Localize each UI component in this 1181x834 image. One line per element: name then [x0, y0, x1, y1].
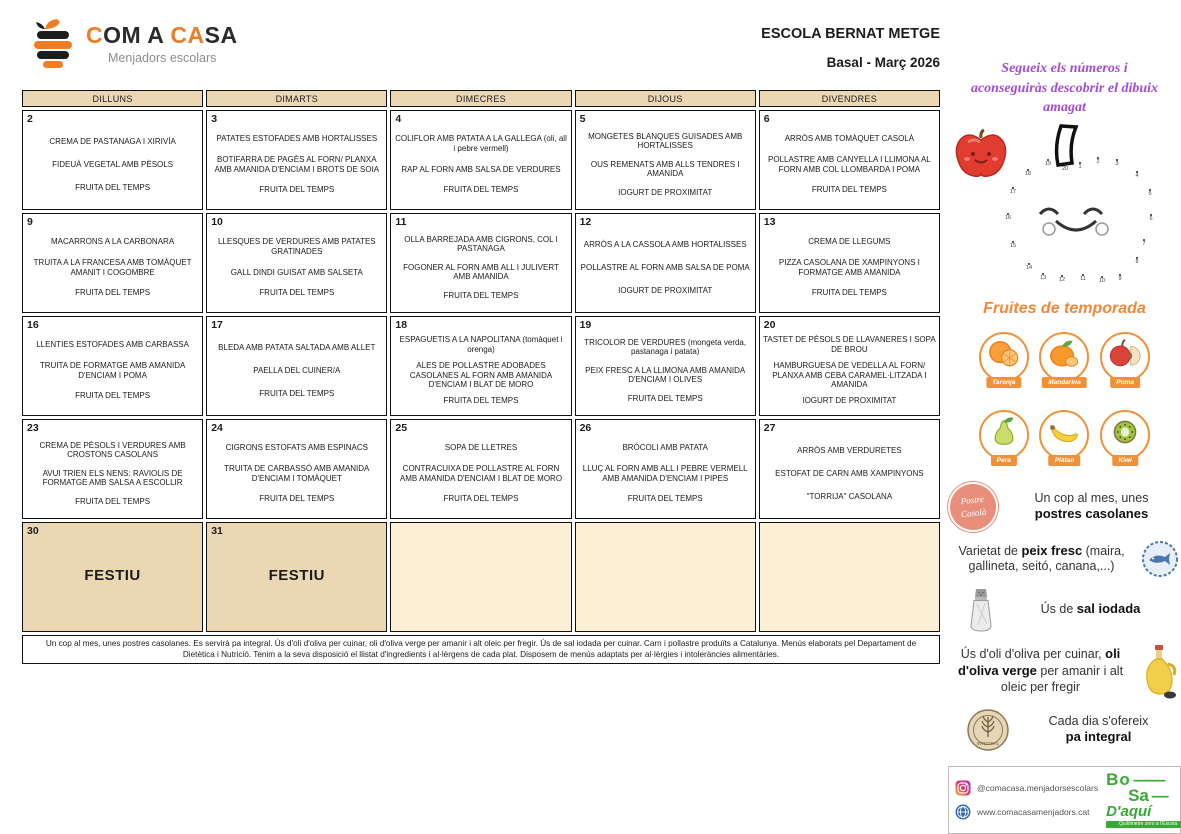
menu-item: IOGURT DE PROXIMITAT [618, 285, 713, 295]
menu-day-cell [206, 419, 387, 519]
day-number: 10 [211, 216, 223, 228]
day-header-row [22, 90, 940, 107]
sidebar [948, 55, 1181, 834]
fruit-item-pera [979, 410, 1029, 464]
menu-item: OLLA BARREJADA AMB CIGRONS, COL I PASTANAGA [404, 234, 558, 254]
menu-item: CIGRONS ESTOFATS AMB ESPINACS [225, 443, 368, 453]
menu-item: PAELLA DEL CUINER/A [253, 365, 341, 375]
note-text-bold: peix fresc [1021, 542, 1083, 558]
note-text: per amanir i alt oleic per fregir [1000, 663, 1124, 694]
menu-item: FRUITA DEL TEMPS [75, 288, 151, 298]
orange-icon [987, 337, 1021, 376]
menu-item: COLIFLOR AMB PATATA A LA GALLEGA (oli, all i pebre vermell) [395, 134, 567, 153]
menu-items [394, 123, 567, 206]
menu-item: ARRÒS AMB VERDURETES [797, 445, 902, 455]
dot-marker-6: 6 [1145, 214, 1157, 223]
menu-item: FRUITA DEL TEMPS [443, 290, 519, 300]
header-logo [30, 16, 238, 70]
menu-week-row [22, 213, 940, 313]
note-text-bold: oli d'oliva verge [957, 646, 1121, 678]
school-name: ESCOLA BERNAT METGE [761, 26, 940, 42]
menu-item: FRUITA DEL TEMPS [811, 288, 887, 298]
menu-items [394, 226, 567, 309]
menu-items [579, 123, 752, 206]
salt-shaker-icon [968, 588, 994, 632]
brand-title-part: OM [103, 22, 142, 48]
fruit-label: Poma [1110, 377, 1140, 388]
day-number: 30 [27, 525, 39, 537]
fresh-fish-stamp-icon [1141, 540, 1179, 578]
menu-day-cell [575, 419, 756, 519]
day-number: 20 [763, 319, 776, 331]
day-number: 19 [579, 319, 592, 331]
kiwi-icon [1108, 415, 1142, 454]
fruit-item-plàtan [1039, 410, 1089, 464]
note-fresh-fish [950, 540, 1179, 578]
brand-title [86, 24, 238, 47]
brand-title-part: CA [170, 22, 205, 48]
brand-title-part: A [141, 22, 171, 48]
note-text: Un cop al mes, unes [1034, 490, 1149, 505]
day-number: 12 [579, 216, 592, 228]
kmzero-logo-tagline: Quilòmetre zero a l'Escola [1106, 821, 1181, 828]
menu-item: BLEDA AMB PATATA SALTADA AMB ALLET [218, 342, 376, 352]
brand-apple-icon [30, 16, 76, 70]
menu-day-cell [390, 316, 571, 416]
menu-day-cell [22, 419, 203, 519]
menu-item: LLUÇ AL FORN AMB ALL I PEBRE VERMELL AMB AMANIDA D'ENCIAM I PIPES [582, 463, 748, 483]
menu-items [210, 123, 383, 206]
menu-item: FRUITA DEL TEMPS [75, 496, 151, 506]
menu-day-cell [206, 213, 387, 313]
fruit-item-taronja [979, 332, 1029, 386]
menu-item: SOPA DE LLETRES [444, 443, 518, 453]
menu-day-cell [206, 110, 387, 210]
menu-items [26, 226, 199, 309]
connect-dots-stem-icon [1057, 126, 1076, 165]
menu-item: FRUITA DEL TEMPS [75, 182, 151, 192]
menu-item: ARRÒS A LA CASSOLA AMB HORTALISSES [583, 239, 747, 249]
dot-marker-13: 13 [1037, 273, 1049, 282]
menu-item: OUS REMENATS AMB ALLS TENDRES I AMANIDA [590, 159, 740, 179]
menu-item: CONTRACUIXA DE POLLASTRE AL FORN AMB AMANIDA D'ENCIAM I BLAT DE MORO [399, 463, 563, 483]
day-number: 31 [211, 525, 223, 537]
menu-items [579, 432, 752, 515]
menu-item: FRUITA DEL TEMPS [627, 393, 703, 403]
day-header-dijous: DIJOUS [575, 90, 756, 107]
menu-day-cell [390, 110, 571, 210]
website-row [955, 804, 1098, 820]
note-dessert [950, 484, 1179, 530]
menu-item: ESTOFAT DE CARN AMB XAMPINYONS [775, 468, 924, 478]
menu-items [26, 329, 199, 412]
festiu-cell [22, 522, 203, 632]
note-text: (maira, gallineta, seitó, canana,...) [968, 543, 1125, 574]
menu-day-cell [759, 419, 940, 519]
menu-item: TRUITA A LA FRANCESA AMB TOMÀQUET AMANIT I COGOMBRE [33, 257, 192, 277]
day-number: 6 [763, 113, 770, 125]
globe-icon [955, 804, 971, 820]
menu-item: BOTIFARRA DE PAGÈS AL FORN/ PLANXA AMB AMANIDA D'ENCIAM I BROTS DE SOIA [214, 154, 380, 174]
empty-cell [575, 522, 756, 632]
menu-day-cell [575, 213, 756, 313]
brand-subtitle: Menjadors escolars [108, 51, 217, 65]
apple-icon [1108, 337, 1142, 376]
connect-the-dots-puzzle [948, 120, 1181, 292]
dot-marker-18: 18 [1022, 169, 1034, 178]
menu-day-cell [575, 316, 756, 416]
menu-day-cell [22, 110, 203, 210]
instagram-handle: @comacasa.menjadorsescolars [977, 782, 1099, 793]
seasonal-fruits-title: Fruites de temporada [983, 299, 1146, 317]
menu-item: POLLASTRE AMB CANYELLA I LLIMONA AL FORN AMB COL LLOMBARDA I POMA [768, 154, 931, 174]
banana-icon [1047, 415, 1081, 454]
menu-item: FRUITA DEL TEMPS [259, 185, 335, 195]
menu-day-cell [759, 316, 940, 416]
dot-marker-8: 8 [1131, 257, 1143, 266]
kmzero-logo-text: D'aquí [1106, 803, 1152, 821]
menu-item: TASTET DE PÈSOLS DE LLAVANERES I SOPA DE BROU [763, 335, 936, 354]
mandarin-icon [1047, 337, 1081, 376]
menu-week-row [22, 316, 940, 416]
note-text-bold: pa integral [1065, 729, 1132, 745]
day-number: 3 [211, 113, 218, 125]
menu-day-cell [22, 213, 203, 313]
empty-cell [390, 522, 571, 632]
day-header-dimarts: DIMARTS [206, 90, 387, 107]
dot-marker-4: 4 [1131, 171, 1143, 180]
menu-item: FOGONER AL FORN AMB ALL I JULIVERT AMB AMANIDA [403, 262, 559, 282]
menu-edition: Basal - Març 2026 [826, 55, 940, 70]
empty-cell [759, 522, 940, 632]
dot-marker-9: 9 [1114, 274, 1126, 283]
menu-item: ESPAGUETIS A LA NAPOLITANA (tomàquet i orenga) [399, 335, 563, 354]
menu-item: TRICOLOR DE VERDURES (mongeta verda, pastanaga i patata) [584, 337, 747, 357]
menu-item: ARRÒS AMB TOMÀQUET CASOLÀ [784, 134, 915, 144]
note-text-bold: sal iodada [1076, 601, 1141, 617]
day-number: 24 [211, 422, 223, 434]
festiu-label: FESTIU [268, 567, 325, 584]
day-header-dilluns: DILLUNS [22, 90, 203, 107]
dot-marker-7: 7 [1138, 239, 1150, 248]
menu-day-cell [575, 110, 756, 210]
calendar-footnote: Un cop al mes, unes postres casolanes. Es servirà pa integral. Ús d'oli d'oliva per cuinar, oli d'oliva verge per amanir i alt oleic per fregir. Ús de sal iodada per cuinar. Carn i pollastre produïts a Catalunya. Menús elaborats pel Departament de Dietètica i Nutrició. Tenim a la seva disposició el llistat d'ingredients i al·lèrgens de cada plat. Disposem de menús adaptats per al·lèrgies i intoleràncies alimentàries. [22, 635, 940, 664]
homemade-dessert-badge-icon [948, 482, 999, 533]
menu-item: AVUI TRIEN ELS NENS: RAVIOLIS DE FORMATGE AMB SALSA A ESCOLLIR [42, 468, 183, 488]
menu-item: BRÓCOLI AMB PATATA [622, 443, 708, 453]
menu-item: HAMBURGUESA DE VEDELLA AL FORN/ PLANXA AMB CEBA CARAMEL·LITZADA I AMANIDA [772, 360, 927, 390]
menu-item: CREMA DE PÈSOLS I VERDURES AMB CROSTONS CASOLANS [39, 440, 186, 460]
brand-title-part: SA [204, 22, 238, 48]
menu-item: MACARRONS A LA CARBONARA [51, 237, 175, 247]
menu-week-row [22, 419, 940, 519]
menu-item: "TORRIJA" CASOLANA [806, 491, 893, 501]
dot-marker-19: 19 [1042, 159, 1054, 168]
puzzle-title-line: amagat [1043, 100, 1086, 116]
note-text: Ús de [1040, 602, 1077, 617]
festiu-week-row [22, 522, 940, 632]
menu-item: CREMA DE LLEGUMS [808, 237, 891, 247]
menu-item: PATATES ESTOFADES AMB HORTALISSES [216, 134, 378, 144]
fruit-label: Taronja [986, 377, 1021, 388]
menu-item: FRUITA DEL TEMPS [259, 494, 335, 504]
badge-text: INTEGRAL [976, 740, 1000, 746]
dot-marker-5: 5 [1144, 189, 1156, 198]
menu-item: FRUITA DEL TEMPS [811, 185, 887, 195]
menu-day-cell [22, 316, 203, 416]
instagram-row [955, 780, 1098, 796]
dot-marker-10: 10 [1096, 276, 1108, 285]
menu-items [763, 123, 936, 206]
menu-items [763, 329, 936, 412]
puzzle-drawing [948, 120, 1174, 292]
puzzle-title [948, 59, 1181, 118]
menu-day-cell [390, 419, 571, 519]
menu-item: FRUITA DEL TEMPS [75, 391, 151, 401]
menu-items [210, 226, 383, 309]
menu-item: FRUITA DEL TEMPS [259, 288, 335, 298]
day-number: 16 [27, 319, 39, 331]
day-number: 27 [763, 422, 776, 434]
dot-marker-12: 12 [1056, 275, 1068, 284]
dot-marker-14: 14 [1023, 263, 1035, 272]
day-header-dimecres: DIMECRES [390, 90, 571, 107]
day-number: 5 [579, 113, 586, 125]
menu-item: IOGURT DE PROXIMITAT [802, 396, 897, 406]
menu-item: ALES DE POLLASTRE ADOBADES CASOLANES AL FORN AMB AMANIDA D'ENCIAM I BLAT DE MORO [409, 360, 553, 390]
menu-items [26, 123, 199, 206]
brand-title-part: C [86, 22, 104, 48]
dot-marker-3: 3 [1111, 159, 1123, 168]
note-text: Cada dia s'ofereix [1048, 713, 1149, 728]
menu-day-cell [759, 213, 940, 313]
dot-marker-20: 20 [1059, 164, 1071, 173]
dot-marker-16: 16 [1002, 213, 1014, 222]
day-number: 4 [395, 113, 402, 125]
kmzero-logo-text: Bo [1106, 769, 1131, 789]
day-number: 18 [395, 319, 408, 331]
menu-item: PIZZA CASOLANA DE XAMPINYONS I FORMATGE AMB AMANIDA [778, 257, 920, 277]
day-number: 26 [579, 422, 592, 434]
day-number: 23 [27, 422, 39, 434]
menu-item: RAP AL FORN AMB SALSA DE VERDURES [401, 164, 561, 174]
fruit-label: Kiwi [1112, 455, 1137, 466]
menu-items [26, 432, 199, 515]
menu-items [579, 226, 752, 309]
menu-item: LLENTIES ESTOFADES AMB CARBASSA [36, 340, 189, 350]
menu-item: PEIX FRESC A LA LLIMONA AMB AMANIDA D'ENCIAM I OLIVES [585, 365, 746, 385]
menu-item: GALL DINDI GUISAT AMB SALSETA [230, 267, 363, 277]
day-number: 2 [27, 113, 33, 125]
menu-item: FRUITA DEL TEMPS [627, 494, 703, 504]
menu-items [394, 329, 567, 412]
connect-dots-face-icon [1040, 209, 1108, 235]
note-iodized-salt [950, 588, 1179, 632]
menu-week-row [22, 110, 940, 210]
menu-items [763, 432, 936, 515]
menu-items [394, 432, 567, 515]
oil-bottle-icon [1139, 642, 1179, 700]
instagram-icon [955, 780, 971, 796]
fruit-label: Mandarina [1042, 377, 1087, 388]
menu-items [210, 432, 383, 515]
fruit-item-poma [1100, 332, 1150, 386]
dot-marker-2: 2 [1092, 157, 1104, 166]
menu-day-cell [206, 316, 387, 416]
menu-item: FRUITA DEL TEMPS [259, 388, 335, 398]
menu-item: FRUITA DEL TEMPS [443, 494, 519, 504]
kmzero-logo-text: Sa [1128, 785, 1149, 805]
seasonal-fruits-grid [977, 332, 1153, 464]
website-url: www.comacasamenjadors.cat [977, 806, 1090, 817]
badge-text: Postre [960, 493, 985, 506]
menu-item: LLESQUES DE VERDURES AMB PATATES GRATINADES [217, 237, 376, 256]
fruit-label: Plàtan [1049, 455, 1081, 466]
puzzle-title-line: aconseguiràs descobrir el dibuix [970, 80, 1159, 96]
menu-item: MONGETES BLANQUES GUISADES AMB HORTALISSES [588, 131, 743, 151]
fruit-item-kiwi [1100, 410, 1150, 464]
day-number: 25 [395, 422, 408, 434]
dot-marker-17: 17 [1007, 187, 1019, 196]
day-header-divendres: DIVENDRES [759, 90, 940, 107]
note-text-bold: postres casolanes [1034, 506, 1149, 522]
pear-icon [987, 415, 1021, 454]
dot-marker-11: 11 [1077, 274, 1089, 283]
menu-items [763, 226, 936, 309]
menu-day-cell [759, 110, 940, 210]
note-text: Varietat de [958, 543, 1022, 558]
day-number: 9 [27, 216, 33, 228]
menu-item: CREMA DE PASTANAGA I XIRIVÍA [49, 136, 176, 146]
menu-items [579, 329, 752, 412]
menu-day-cell [390, 213, 571, 313]
day-number: 13 [763, 216, 776, 228]
menu-item: POLLASTRE AL FORN AMB SALSA DE POMA [580, 262, 750, 272]
badge-text: Casolà [960, 506, 987, 520]
dot-marker-1: 1 [1074, 162, 1086, 171]
menu-item: TRUITA DE FORMATGE AMB AMANIDA D'ENCIAM I POMA [39, 360, 186, 380]
note-text: Ús d'oli d'oliva per cuinar, [960, 647, 1106, 662]
fruit-label: Pera [991, 455, 1017, 466]
menu-item: FIDEUÀ VEGETAL AMB PÈSOLS [52, 159, 174, 169]
menu-item: FRUITA DEL TEMPS [443, 396, 519, 406]
puzzle-title-line: Segueix els números i [1001, 61, 1128, 76]
social-footer [948, 766, 1181, 834]
menu-calendar [22, 90, 940, 664]
menu-item: FRUITA DEL TEMPS [443, 185, 519, 195]
note-olive-oil [950, 642, 1179, 700]
dot-marker-15: 15 [1007, 241, 1019, 250]
menu-items [210, 329, 383, 412]
kmzero-logo: Bo —— Sa — D'aquí Quilòmetre zero a l'Escola [1106, 772, 1181, 828]
festiu-label: FESTIU [84, 567, 141, 584]
day-number: 17 [211, 319, 223, 331]
fruit-item-mandarina [1039, 332, 1089, 386]
menu-item: TRUITA DE CARBASSÓ AMB AMANIDA D'ENCIAM I TOMÀQUET [224, 463, 370, 483]
day-number: 11 [395, 216, 407, 228]
menu-item: IOGURT DE PROXIMITAT [618, 187, 713, 197]
festiu-cell [206, 522, 387, 632]
